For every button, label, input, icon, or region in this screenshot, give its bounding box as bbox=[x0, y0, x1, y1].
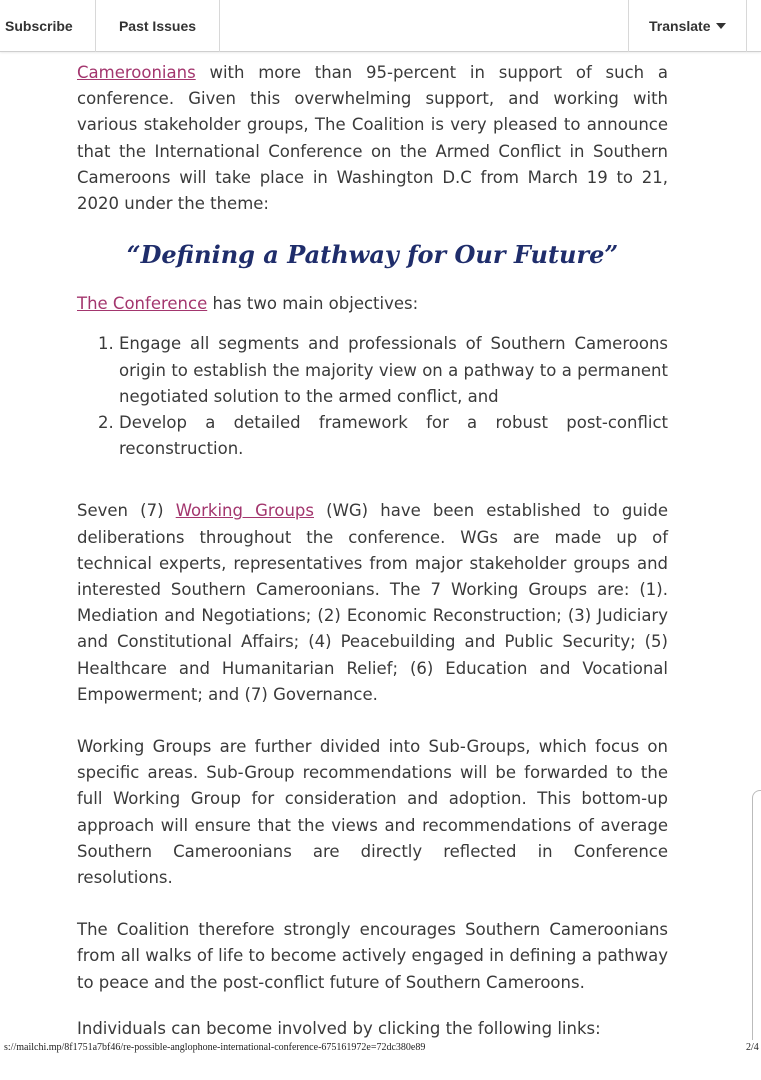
intro-paragraph: Cameroonians with more than 95-percent in support of such a conference. Given this overwhelming support, and working with various stakeholder groups, The Coalition is very pleased to announce that the International Conference on the Armed Conflict in Southern Cameroons will take place in Washington D.C from March 19 to 21, 2020 under the theme: bbox=[77, 63, 668, 214]
subscribe-button[interactable]: Subscribe bbox=[0, 0, 96, 52]
working-groups-paragraph: Seven (7) Working Groups (WG) have been established to guide deliberations throughout the conference. WGs are made up of technical experts, representatives from major stakeholder groups and interested Southern Cameroonians. The 7 Working Groups are: (1). Mediation and Negotiations; (2) Economic Reconstruction; (3) Judiciary and Constitutional Affairs; (4) Peacebuilding and Public Security; (5) Healthcare and Humanitarian Relief; (6) Education and Vocational Empowerment; and (7) Governance. bbox=[77, 501, 668, 704]
page-number: 2/4 bbox=[746, 1042, 759, 1053]
objectives-list bbox=[77, 331, 668, 462]
print-footer bbox=[0, 1042, 761, 1058]
working-groups-link[interactable]: Working Groups bbox=[175, 501, 314, 521]
top-toolbar bbox=[0, 0, 761, 52]
past-issues-button[interactable]: Past Issues bbox=[96, 0, 220, 52]
encourage-paragraph: The Coalition therefore strongly encourages Southern Cameroonians from all walks of life to become actively engaged in defining a pathway to peace and the post-conflict future of Southern Cameroons. bbox=[77, 920, 668, 992]
objectives-intro: The Conference has two main objectives: bbox=[77, 294, 419, 314]
conference-theme-quote: “Defining a Pathway for Our Future” bbox=[126, 240, 619, 270]
caret-down-icon bbox=[716, 23, 726, 29]
list-item: 2. Develop a detailed framework for a robust post-conflict reconstruction. bbox=[119, 410, 668, 462]
the-conference-link[interactable]: The Conference bbox=[77, 294, 208, 314]
footer-url: s://mailchi.mp/8f1751a7bf46/re-possible-anglophone-international-conference-675161972e=72dc380e89 bbox=[4, 1042, 426, 1053]
sub-groups-paragraph: Working Groups are further divided into Sub-Groups, which focus on specific areas. Sub-Group recommendations will be forwarded to the full Working Group for consideration and adoption. This bottom-up approach will ensure that the views and recommendations of average Southern Cameroonians are directly reflected in Conference resolutions. bbox=[77, 737, 668, 888]
translate-dropdown[interactable]: Translate bbox=[628, 0, 746, 52]
objectives-section bbox=[77, 291, 668, 462]
toolbar-edge bbox=[746, 0, 761, 52]
newsletter-body bbox=[77, 60, 668, 1042]
scroll-edge bbox=[752, 790, 761, 1040]
cameroonians-link[interactable]: Cameroonians bbox=[77, 63, 196, 82]
involvement-paragraph: Individuals can become involved by clicking the following links: bbox=[77, 1018, 601, 1038]
list-item: 1. Engage all segments and professionals of Southern Cameroons origin to establish the majority view on a pathway to a permanent negotiated solution to the armed conflict, and bbox=[119, 331, 668, 410]
